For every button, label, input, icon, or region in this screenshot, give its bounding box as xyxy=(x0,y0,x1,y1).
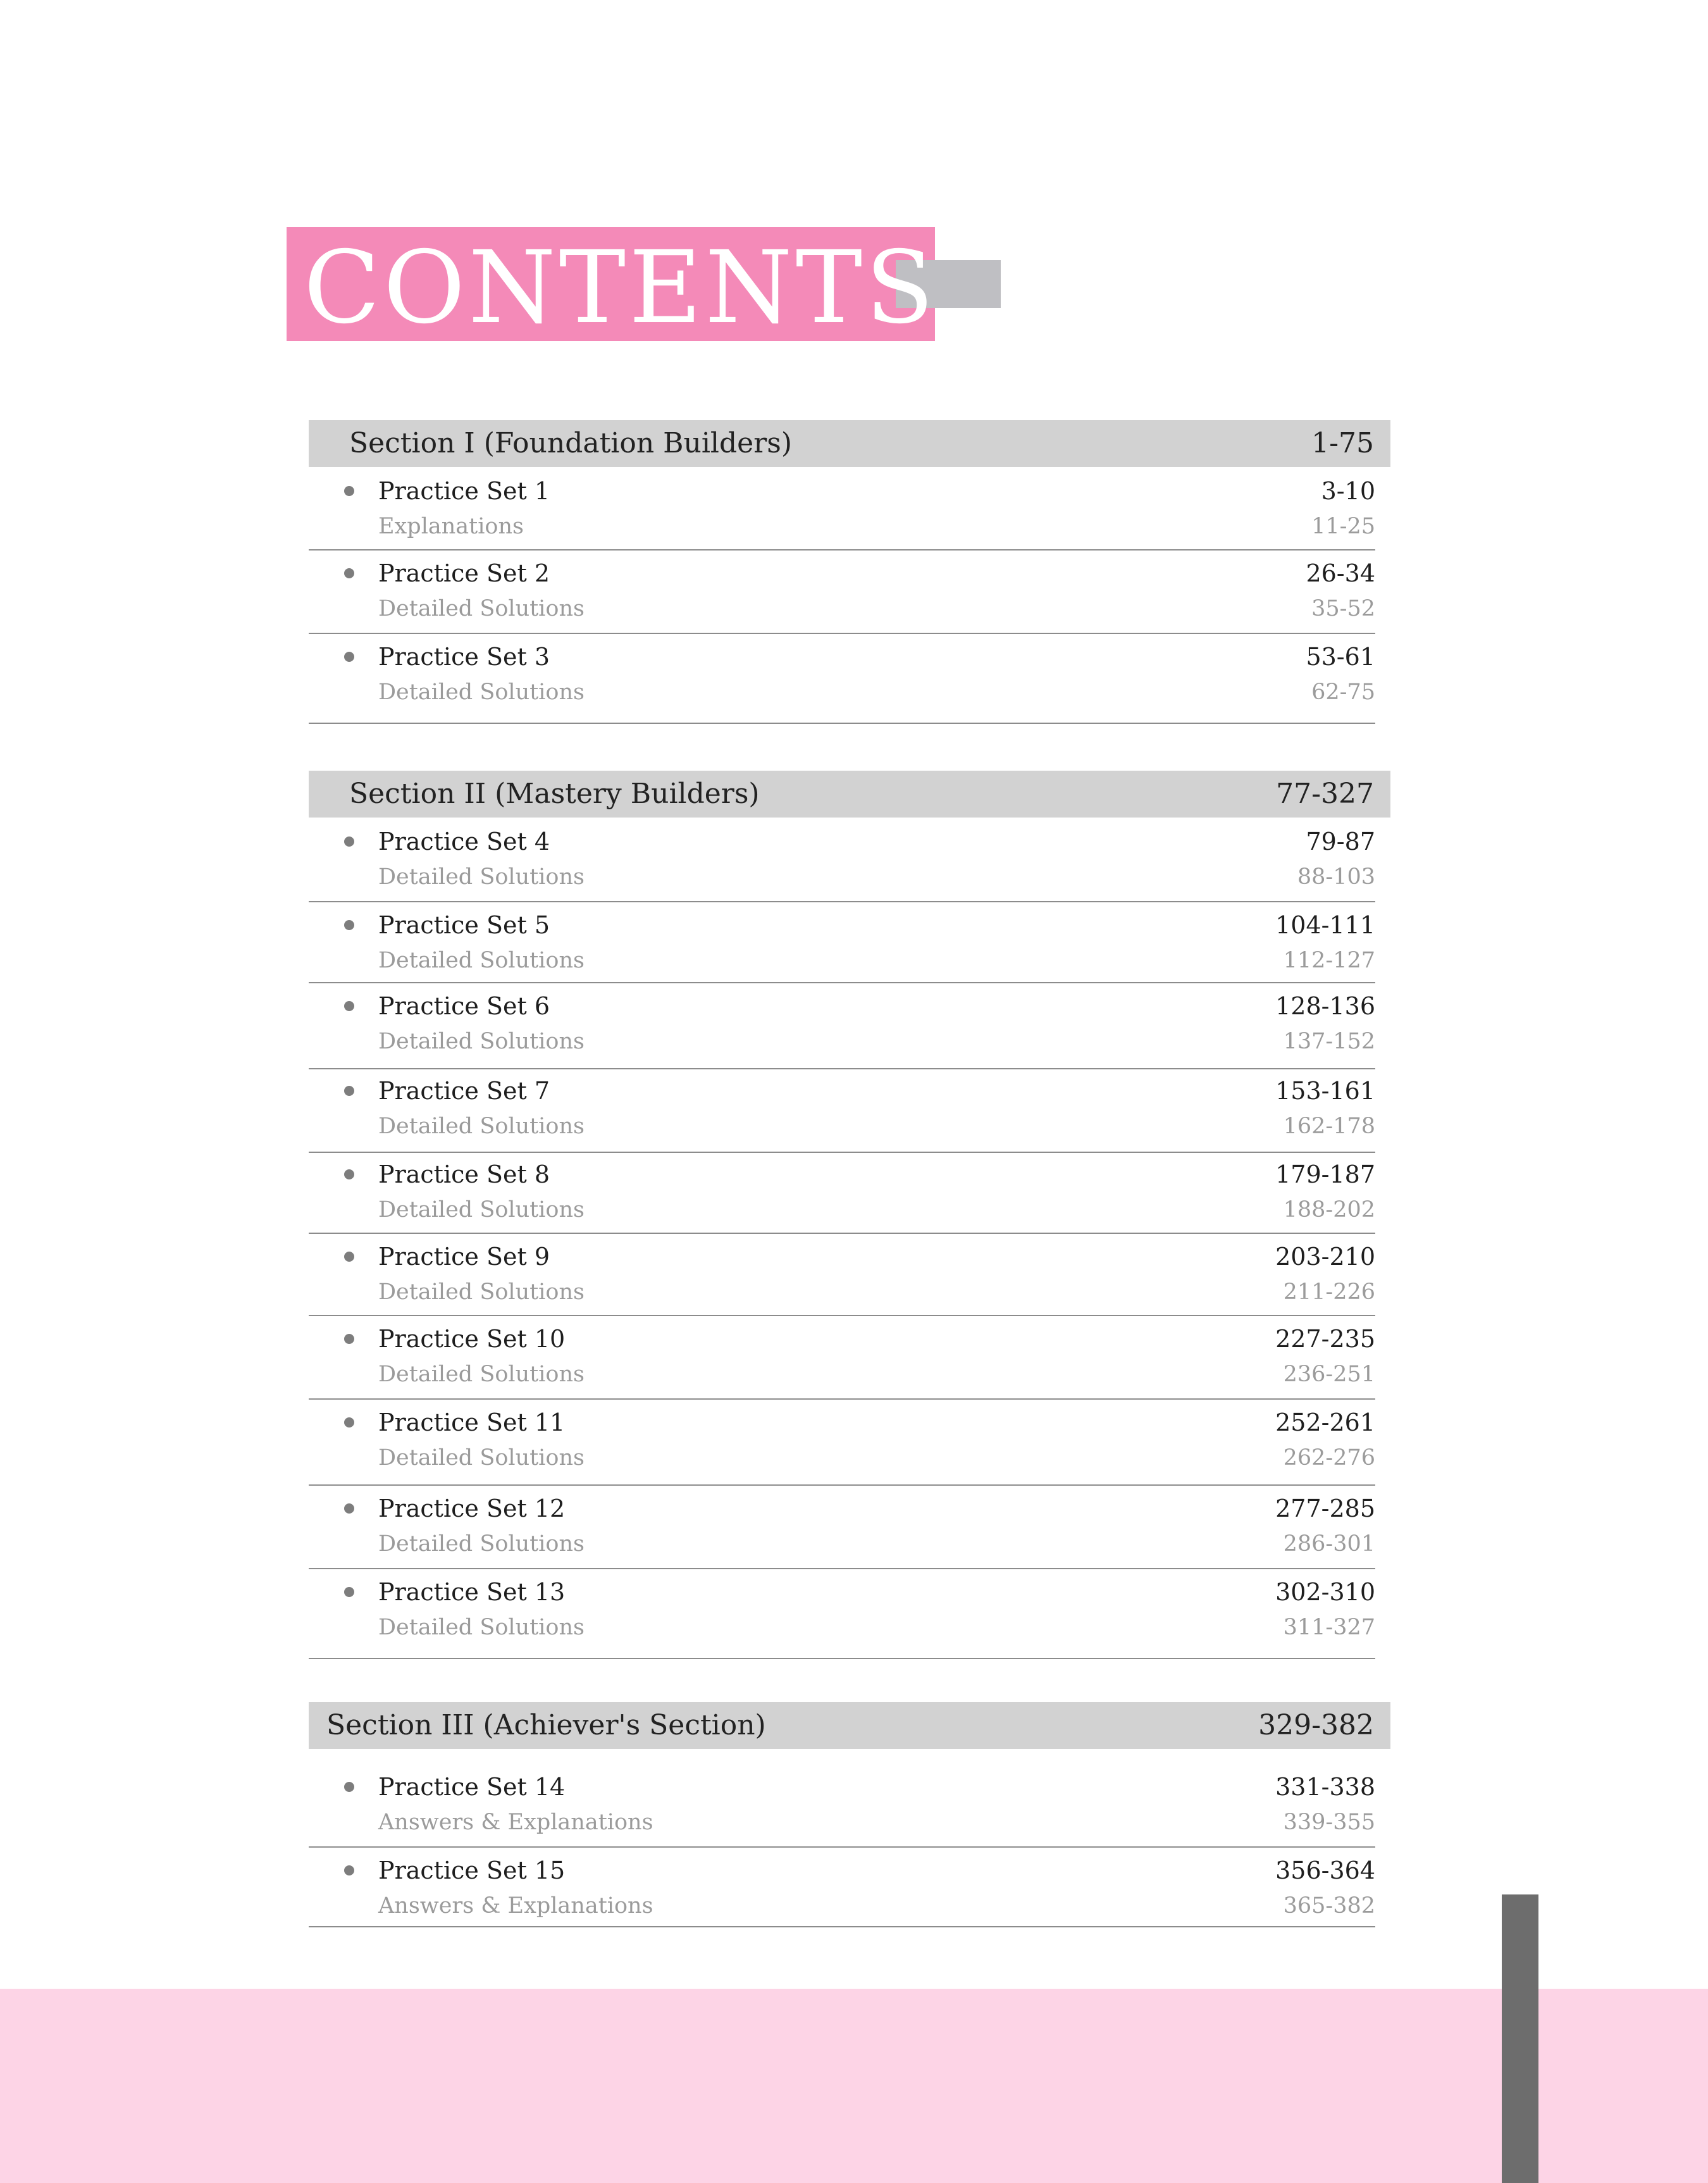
entry-title: Practice Set 2 xyxy=(378,559,550,587)
section-page-range: 77-327 xyxy=(1276,778,1374,810)
entry-sub-page-range: 236-251 xyxy=(1283,1362,1375,1387)
bullet-icon xyxy=(344,652,354,662)
bullet-icon xyxy=(344,1587,354,1597)
entry-subtitle: Detailed Solutions xyxy=(378,596,585,621)
entry-subtitle: Detailed Solutions xyxy=(378,680,585,705)
entry-title: Practice Set 9 xyxy=(378,1243,550,1271)
bullet-icon xyxy=(344,1334,354,1344)
entry-page-range: 302-310 xyxy=(1275,1578,1375,1606)
entry-sub-page-range: 262-276 xyxy=(1283,1445,1375,1471)
entry-page-range: 153-161 xyxy=(1275,1077,1375,1105)
entry-title: Practice Set 1 xyxy=(378,477,550,505)
section-header xyxy=(309,771,1390,818)
bullet-icon xyxy=(344,486,354,496)
entry-sub-page-range: 137-152 xyxy=(1283,1029,1375,1054)
entry-page-range: 356-364 xyxy=(1275,1856,1375,1884)
entry-subtitle: Detailed Solutions xyxy=(378,1279,585,1305)
entry-page-range: 252-261 xyxy=(1275,1409,1375,1436)
entry-title: Practice Set 3 xyxy=(378,643,550,671)
entry-sub-page-range: 365-382 xyxy=(1283,1893,1375,1919)
entry-subtitle: Detailed Solutions xyxy=(378,1615,585,1640)
entry-subtitle: Detailed Solutions xyxy=(378,1114,585,1139)
toc-entry[interactable] xyxy=(309,1069,1375,1153)
section-title: Section II (Mastery Builders) xyxy=(349,778,760,810)
bullet-icon xyxy=(344,1782,354,1792)
toc-section xyxy=(309,420,1390,467)
entry-page-range: 277-285 xyxy=(1275,1495,1375,1522)
entry-title: Practice Set 7 xyxy=(378,1077,550,1105)
entry-sub-page-range: 11-25 xyxy=(1311,514,1375,539)
bullet-icon xyxy=(344,1503,354,1514)
entry-title: Practice Set 13 xyxy=(378,1578,566,1606)
entry-sub-page-range: 62-75 xyxy=(1311,680,1375,705)
entry-subtitle: Answers & Explanations xyxy=(378,1893,653,1919)
toc-entry[interactable] xyxy=(309,1570,1375,1659)
toc-entry[interactable] xyxy=(309,635,1375,724)
entry-page-range: 128-136 xyxy=(1275,992,1375,1020)
toc-entry[interactable] xyxy=(309,1765,1375,1848)
entry-sub-page-range: 311-327 xyxy=(1283,1615,1375,1640)
entry-sub-page-range: 188-202 xyxy=(1283,1197,1375,1222)
entry-title: Practice Set 8 xyxy=(378,1160,550,1188)
entry-subtitle: Detailed Solutions xyxy=(378,1362,585,1387)
entry-sub-page-range: 112-127 xyxy=(1283,948,1375,973)
entry-sub-page-range: 339-355 xyxy=(1283,1810,1375,1835)
bullet-icon xyxy=(344,1086,354,1096)
entry-title: Practice Set 4 xyxy=(378,828,550,855)
toc-entry[interactable] xyxy=(309,985,1375,1069)
section-header xyxy=(309,420,1390,467)
bullet-icon xyxy=(344,837,354,847)
entry-page-range: 104-111 xyxy=(1275,911,1375,939)
entry-subtitle: Detailed Solutions xyxy=(378,1197,585,1222)
toc-section xyxy=(309,1702,1390,1749)
toc-entry[interactable] xyxy=(309,1487,1375,1569)
bullet-icon xyxy=(344,568,354,578)
entry-sub-page-range: 162-178 xyxy=(1283,1114,1375,1139)
bullet-icon xyxy=(344,1865,354,1875)
entry-subtitle: Detailed Solutions xyxy=(378,1029,585,1054)
toc-entry[interactable] xyxy=(309,1401,1375,1486)
entry-title: Practice Set 10 xyxy=(378,1325,566,1353)
toc-entry[interactable] xyxy=(309,1317,1375,1400)
bullet-icon xyxy=(344,1001,354,1011)
entry-subtitle: Explanations xyxy=(378,514,524,539)
bullet-icon xyxy=(344,920,354,930)
entry-page-range: 26-34 xyxy=(1306,559,1375,587)
page-title: CONTENTS xyxy=(304,230,938,346)
section-page-range: 329-382 xyxy=(1258,1709,1374,1741)
entry-subtitle: Detailed Solutions xyxy=(378,1445,585,1471)
entry-page-range: 331-338 xyxy=(1275,1773,1375,1801)
bullet-icon xyxy=(344,1252,354,1262)
entry-title: Practice Set 11 xyxy=(378,1409,566,1436)
toc-entry[interactable] xyxy=(309,820,1375,902)
entry-sub-page-range: 211-226 xyxy=(1283,1279,1375,1305)
toc-entry[interactable] xyxy=(309,470,1375,550)
bullet-icon xyxy=(344,1417,354,1427)
entry-title: Practice Set 5 xyxy=(378,911,550,939)
entry-page-range: 3-10 xyxy=(1321,477,1375,505)
entry-title: Practice Set 12 xyxy=(378,1495,566,1522)
section-header xyxy=(309,1702,1390,1749)
entry-sub-page-range: 286-301 xyxy=(1283,1531,1375,1557)
side-tab xyxy=(1502,1894,1538,2183)
entry-page-range: 53-61 xyxy=(1306,643,1375,671)
toc-entry[interactable] xyxy=(309,904,1375,983)
entry-subtitle: Detailed Solutions xyxy=(378,864,585,890)
entry-title: Practice Set 14 xyxy=(378,1773,566,1801)
entry-subtitle: Detailed Solutions xyxy=(378,1531,585,1557)
section-title: Section III (Achiever's Section) xyxy=(326,1709,766,1741)
section-title: Section I (Foundation Builders) xyxy=(349,427,792,459)
section-page-range: 1-75 xyxy=(1311,427,1374,459)
entry-title: Practice Set 6 xyxy=(378,992,550,1020)
entry-sub-page-range: 88-103 xyxy=(1297,864,1375,890)
entry-page-range: 227-235 xyxy=(1275,1325,1375,1353)
bullet-icon xyxy=(344,1169,354,1179)
toc-section xyxy=(309,771,1390,818)
entry-page-range: 79-87 xyxy=(1306,828,1375,855)
footer-band xyxy=(0,1989,1708,2183)
entry-subtitle: Answers & Explanations xyxy=(378,1810,653,1835)
entry-page-range: 203-210 xyxy=(1275,1243,1375,1271)
toc-entry[interactable] xyxy=(309,552,1375,634)
entry-subtitle: Detailed Solutions xyxy=(378,948,585,973)
entry-sub-page-range: 35-52 xyxy=(1311,596,1375,621)
entry-page-range: 179-187 xyxy=(1275,1160,1375,1188)
toc-entry[interactable] xyxy=(309,1153,1375,1234)
toc-entry[interactable] xyxy=(309,1849,1375,1927)
entry-title: Practice Set 15 xyxy=(378,1856,566,1884)
toc-entry[interactable] xyxy=(309,1235,1375,1316)
